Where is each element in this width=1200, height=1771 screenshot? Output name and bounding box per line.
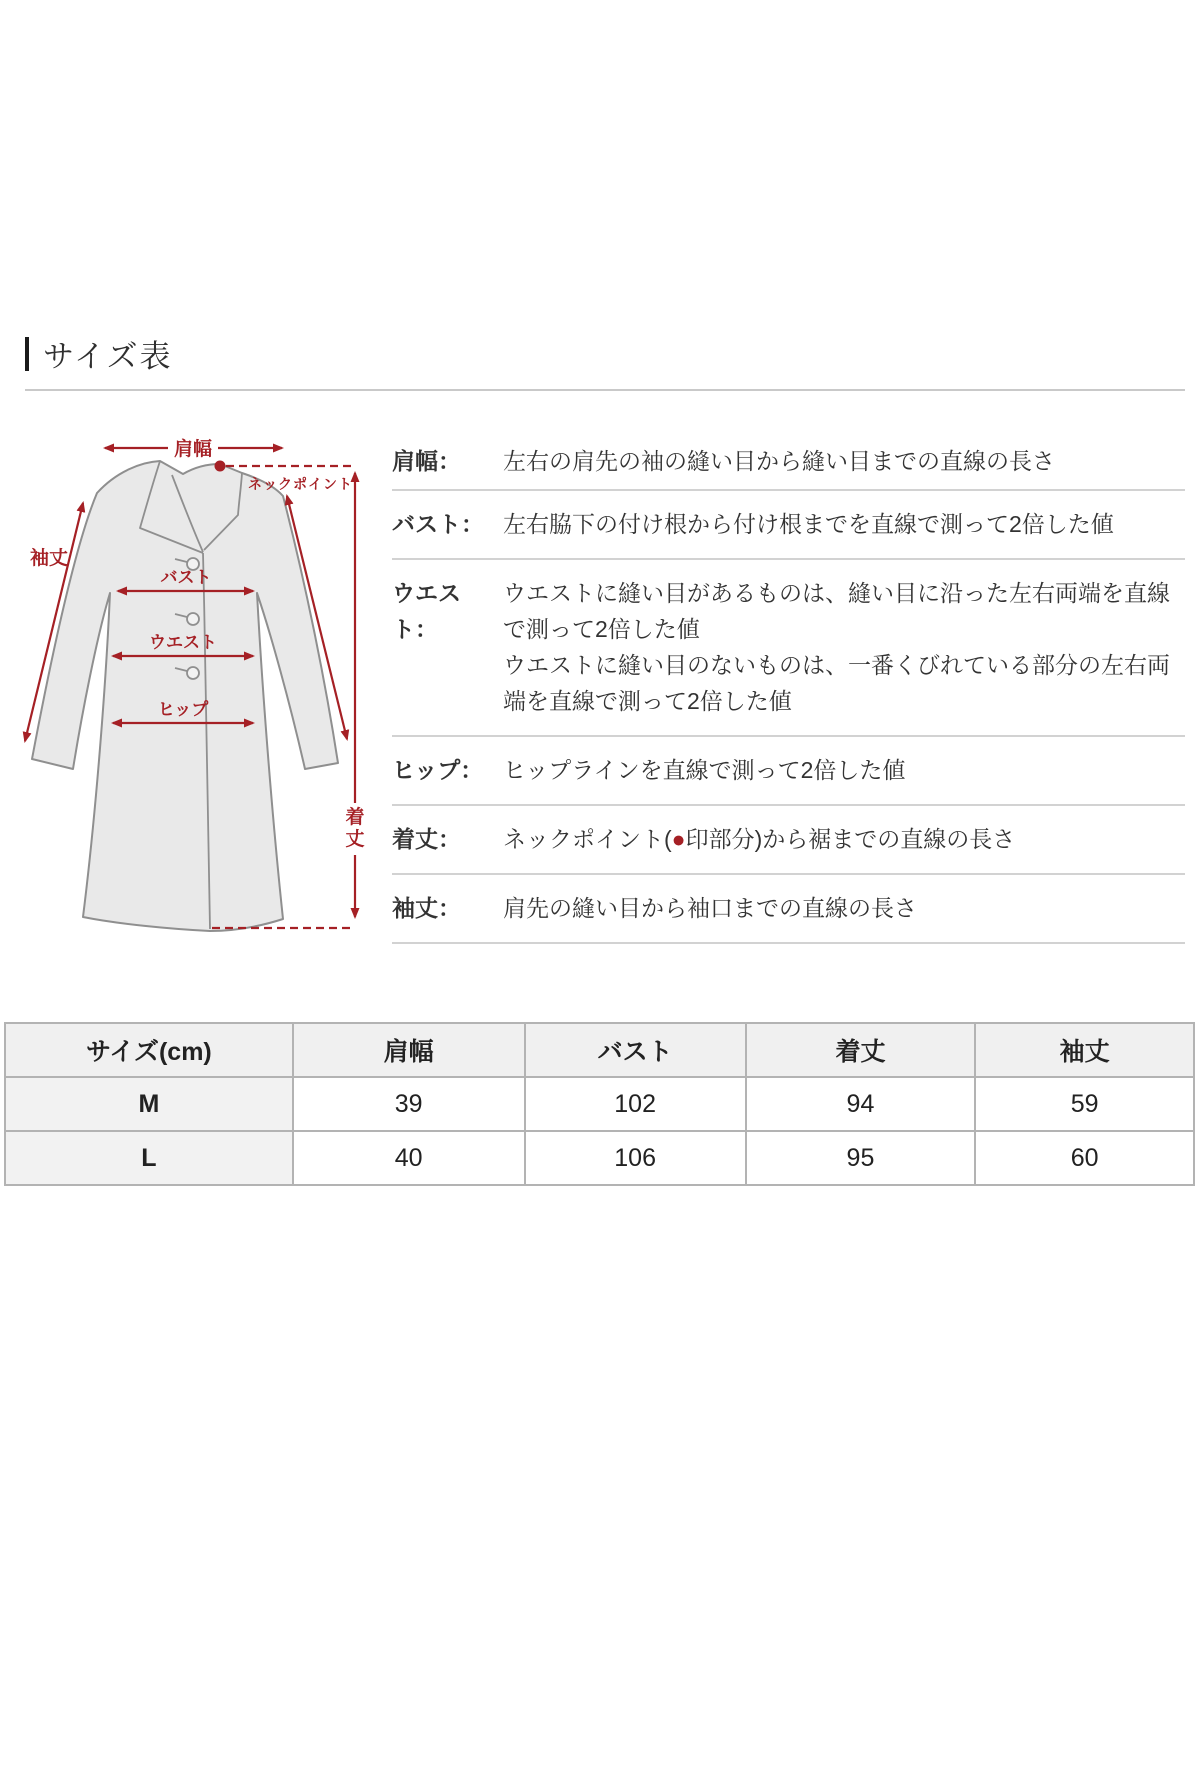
definition-text — [503, 821, 1185, 857]
neck-point-label: ネックポイント — [248, 476, 353, 492]
value-cell: 59 — [975, 1077, 1194, 1131]
size-table-header-row — [5, 1023, 1194, 1077]
size-table — [4, 1022, 1195, 1186]
measurement-guide — [0, 431, 1200, 944]
definition-text: 肩先の縫い目から袖口までの直線の長さ — [503, 895, 917, 921]
definition-term: 着丈： — [392, 826, 461, 852]
definition-term: ヒップ： — [392, 757, 484, 783]
neck-point-dot — [215, 461, 226, 472]
definition-text-line: ウエストに縫い目のないものは、一番くびれている部分の左右両端を直線で測って2倍した値 — [503, 652, 1170, 714]
definition-row-bust — [392, 491, 1185, 560]
definition-term: 肩幅： — [392, 448, 461, 474]
coat-silhouette — [29, 461, 338, 931]
definition-text-part: ネックポイント( — [503, 826, 672, 852]
length-label-char2: 丈 — [345, 829, 365, 850]
size-table-header-shoulder: 肩幅 — [293, 1023, 525, 1077]
definition-text-line: ウエストに縫い目があるものは、縫い目に沿った左右両端を直線で測って2倍した値 — [503, 580, 1170, 642]
definition-row-shoulder — [392, 431, 1185, 491]
size-cell: M — [5, 1077, 293, 1131]
value-cell: 102 — [525, 1077, 746, 1131]
coat-measurement-diagram — [20, 431, 380, 941]
value-cell: 94 — [746, 1077, 975, 1131]
shoulder-width-label: 肩幅 — [173, 439, 213, 460]
definition-row-hip — [392, 737, 1185, 806]
hip-label: ヒップ — [157, 700, 209, 719]
size-table-header-size: サイズ(cm) — [5, 1023, 293, 1077]
definition-text: ヒップラインを直線で測って2倍した値 — [503, 757, 906, 783]
definition-row-waist — [392, 560, 1185, 737]
waist-label: ウエスト — [149, 633, 217, 652]
coat-diagram-svg — [20, 431, 380, 941]
value-cell: 95 — [746, 1131, 975, 1185]
definition-row-length — [392, 806, 1185, 875]
definition-text-part: 印部分)から裾までの直線の長さ — [685, 826, 1016, 852]
size-table-header-bust: バスト — [525, 1023, 746, 1077]
length-label-char1: 着 — [345, 807, 365, 828]
size-cell: L — [5, 1131, 293, 1185]
size-table-header-length: 着丈 — [746, 1023, 975, 1077]
size-table-row-m — [5, 1077, 1194, 1131]
sleeve-length-label: 袖丈 — [29, 548, 69, 569]
measurement-definitions — [392, 431, 1185, 944]
value-cell: 40 — [293, 1131, 525, 1185]
definition-term: 袖丈： — [392, 895, 461, 921]
value-cell: 39 — [293, 1077, 525, 1131]
definition-text — [503, 575, 1185, 719]
definition-term: ウエスト： — [392, 580, 461, 642]
section-header — [25, 331, 1185, 391]
definition-term: バスト： — [392, 511, 484, 537]
bust-label: バスト — [160, 568, 212, 587]
neck-point-dot-inline: ● — [671, 826, 686, 852]
value-cell: 106 — [525, 1131, 746, 1185]
definition-text: 左右の肩先の袖の縫い目から縫い目までの直線の長さ — [503, 448, 1055, 474]
size-table-header-sleeve: 袖丈 — [975, 1023, 1194, 1077]
page-title: サイズ表 — [43, 339, 173, 374]
definition-text: 左右脇下の付け根から付け根までを直線で測って2倍した値 — [503, 511, 1114, 537]
title-accent-bar — [25, 337, 29, 371]
definition-row-sleeve — [392, 875, 1185, 944]
value-cell: 60 — [975, 1131, 1194, 1185]
size-table-row-l — [5, 1131, 1194, 1185]
